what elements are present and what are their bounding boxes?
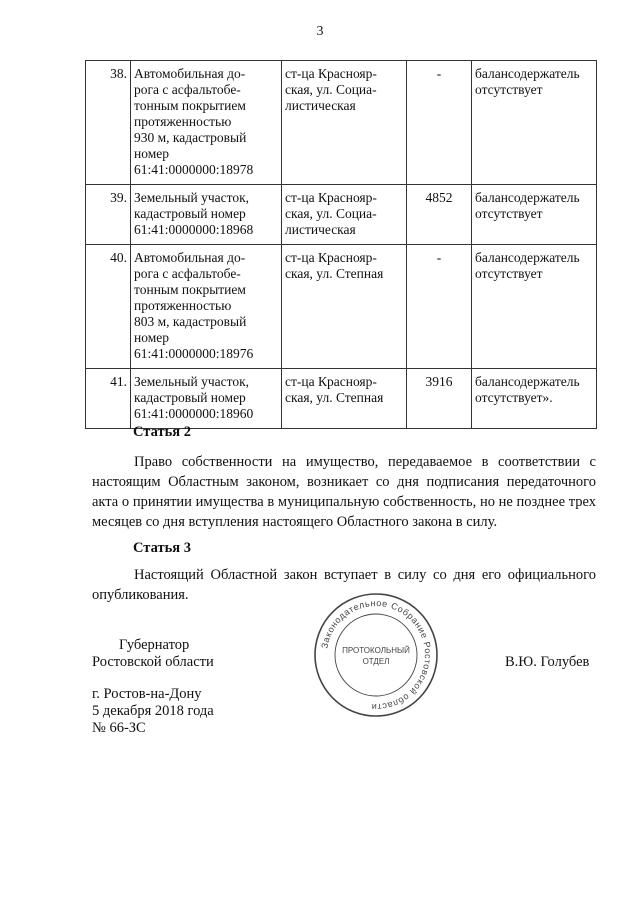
law-number: № 66-ЗС: [92, 720, 146, 736]
row-number: 41.: [86, 369, 131, 429]
object-area: -: [407, 61, 472, 185]
object-name-line: номер: [134, 146, 170, 161]
balance-holder-line: балансодержатель: [475, 374, 580, 389]
object-area: -: [407, 245, 472, 369]
object-name-line: Земельный участок,: [134, 374, 250, 389]
place-date: 5 декабря 2018 года: [92, 703, 214, 719]
article-3-text: Настоящий Областной закон вступает в силу со дня его официального опубликования.: [92, 567, 596, 603]
object-address-line: ст-ца Краснояр-: [285, 66, 377, 81]
seal-center-line2: ОТДЕЛ: [362, 657, 390, 666]
table-row: [86, 185, 597, 245]
object-area: 3916: [407, 369, 472, 429]
object-name-line: Земельный участок,: [134, 190, 250, 205]
object-address-line: ст-ца Краснояр-: [285, 374, 377, 389]
balance-holder: [472, 185, 597, 245]
article-2-text: Право собственности на имущество, передаваемое в соответствии с настоящим Областным законом, возникает со дня подписания передаточного акта о принятии имущества в муниципальную собственность, но не позднее трех месяцев со дня вступления настоящего Областного закона в силу.: [92, 454, 596, 530]
place-city: г. Ростов-на-Дону: [92, 686, 202, 702]
balance-holder-line: отсутствует: [475, 82, 543, 97]
object-name-line: рога с асфальтобе-: [134, 266, 241, 281]
object-address: [282, 369, 407, 429]
object-name-line: 61:41:0000000:18960: [134, 406, 254, 421]
article-3-heading: Статья 3: [133, 540, 191, 556]
row-number: 40.: [86, 245, 131, 369]
object-address: [282, 61, 407, 185]
signature-title-line2: Ростовской области: [92, 654, 214, 670]
signature-name: В.Ю. Голубев: [505, 654, 590, 670]
balance-holder-line: отсутствует: [475, 206, 543, 221]
balance-holder-line: балансодержатель: [475, 66, 580, 81]
balance-holder: [472, 61, 597, 185]
object-address-line: ст-ца Краснояр-: [285, 250, 377, 265]
object-name-line: кадастровый номер: [134, 390, 246, 405]
object-name-line: 61:41:0000000:18976: [134, 346, 254, 361]
object-name-line: тонным покрытием: [134, 98, 246, 113]
object-name: [131, 369, 282, 429]
seal-outer-ring: [315, 594, 437, 716]
object-address-line: листическая: [285, 222, 356, 237]
balance-holder: [472, 245, 597, 369]
object-name-line: протяженностью: [134, 298, 232, 313]
object-address-line: ская, ул. Социа-: [285, 82, 377, 97]
article-2-heading: Статья 2: [133, 424, 191, 440]
seal-ring-text: Законодательное Собрание Ростовской области: [319, 597, 434, 713]
object-name: [131, 185, 282, 245]
balance-holder-line: балансодержатель: [475, 190, 580, 205]
object-name-line: 803 м, кадастровый: [134, 314, 247, 329]
object-address-line: ская, ул. Социа-: [285, 206, 377, 221]
seal-inner-ring: [335, 614, 417, 696]
object-address-line: листическая: [285, 98, 356, 113]
object-name-line: Автомобильная до-: [134, 66, 246, 81]
balance-holder-line: отсутствует».: [475, 390, 553, 405]
object-name-line: протяженностью: [134, 114, 232, 129]
balance-holder-line: отсутствует: [475, 266, 543, 281]
object-address-line: ская, ул. Степная: [285, 390, 384, 405]
object-name-line: 61:41:0000000:18978: [134, 162, 254, 177]
object-name-line: кадастровый номер: [134, 206, 246, 221]
object-name-line: 61:41:0000000:18968: [134, 222, 254, 237]
object-address: [282, 245, 407, 369]
page-number: 3: [316, 24, 324, 39]
object-address-line: ская, ул. Степная: [285, 266, 384, 281]
balance-holder-line: балансодержатель: [475, 250, 580, 265]
object-name-line: 930 м, кадастровый: [134, 130, 247, 145]
object-area: 4852: [407, 185, 472, 245]
object-name-line: номер: [134, 330, 170, 345]
table-row: [86, 61, 597, 185]
row-number: 38.: [86, 61, 131, 185]
seal-stamp-icon: [313, 592, 439, 718]
property-table: [85, 60, 597, 429]
seal-center-line1: ПРОТОКОЛЬНЫЙ: [342, 646, 410, 655]
object-name-line: рога с асфальтобе-: [134, 82, 241, 97]
balance-holder: [472, 369, 597, 429]
row-number: 39.: [86, 185, 131, 245]
table-body: [86, 61, 597, 429]
object-name-line: тонным покрытием: [134, 282, 246, 297]
object-address-line: ст-ца Краснояр-: [285, 190, 377, 205]
object-name: [131, 61, 282, 185]
object-address: [282, 185, 407, 245]
object-name: [131, 245, 282, 369]
object-name-line: Автомобильная до-: [134, 250, 246, 265]
signature-title-line1: Губернатор: [119, 637, 190, 653]
table-row: [86, 245, 597, 369]
table-row: [86, 369, 597, 429]
